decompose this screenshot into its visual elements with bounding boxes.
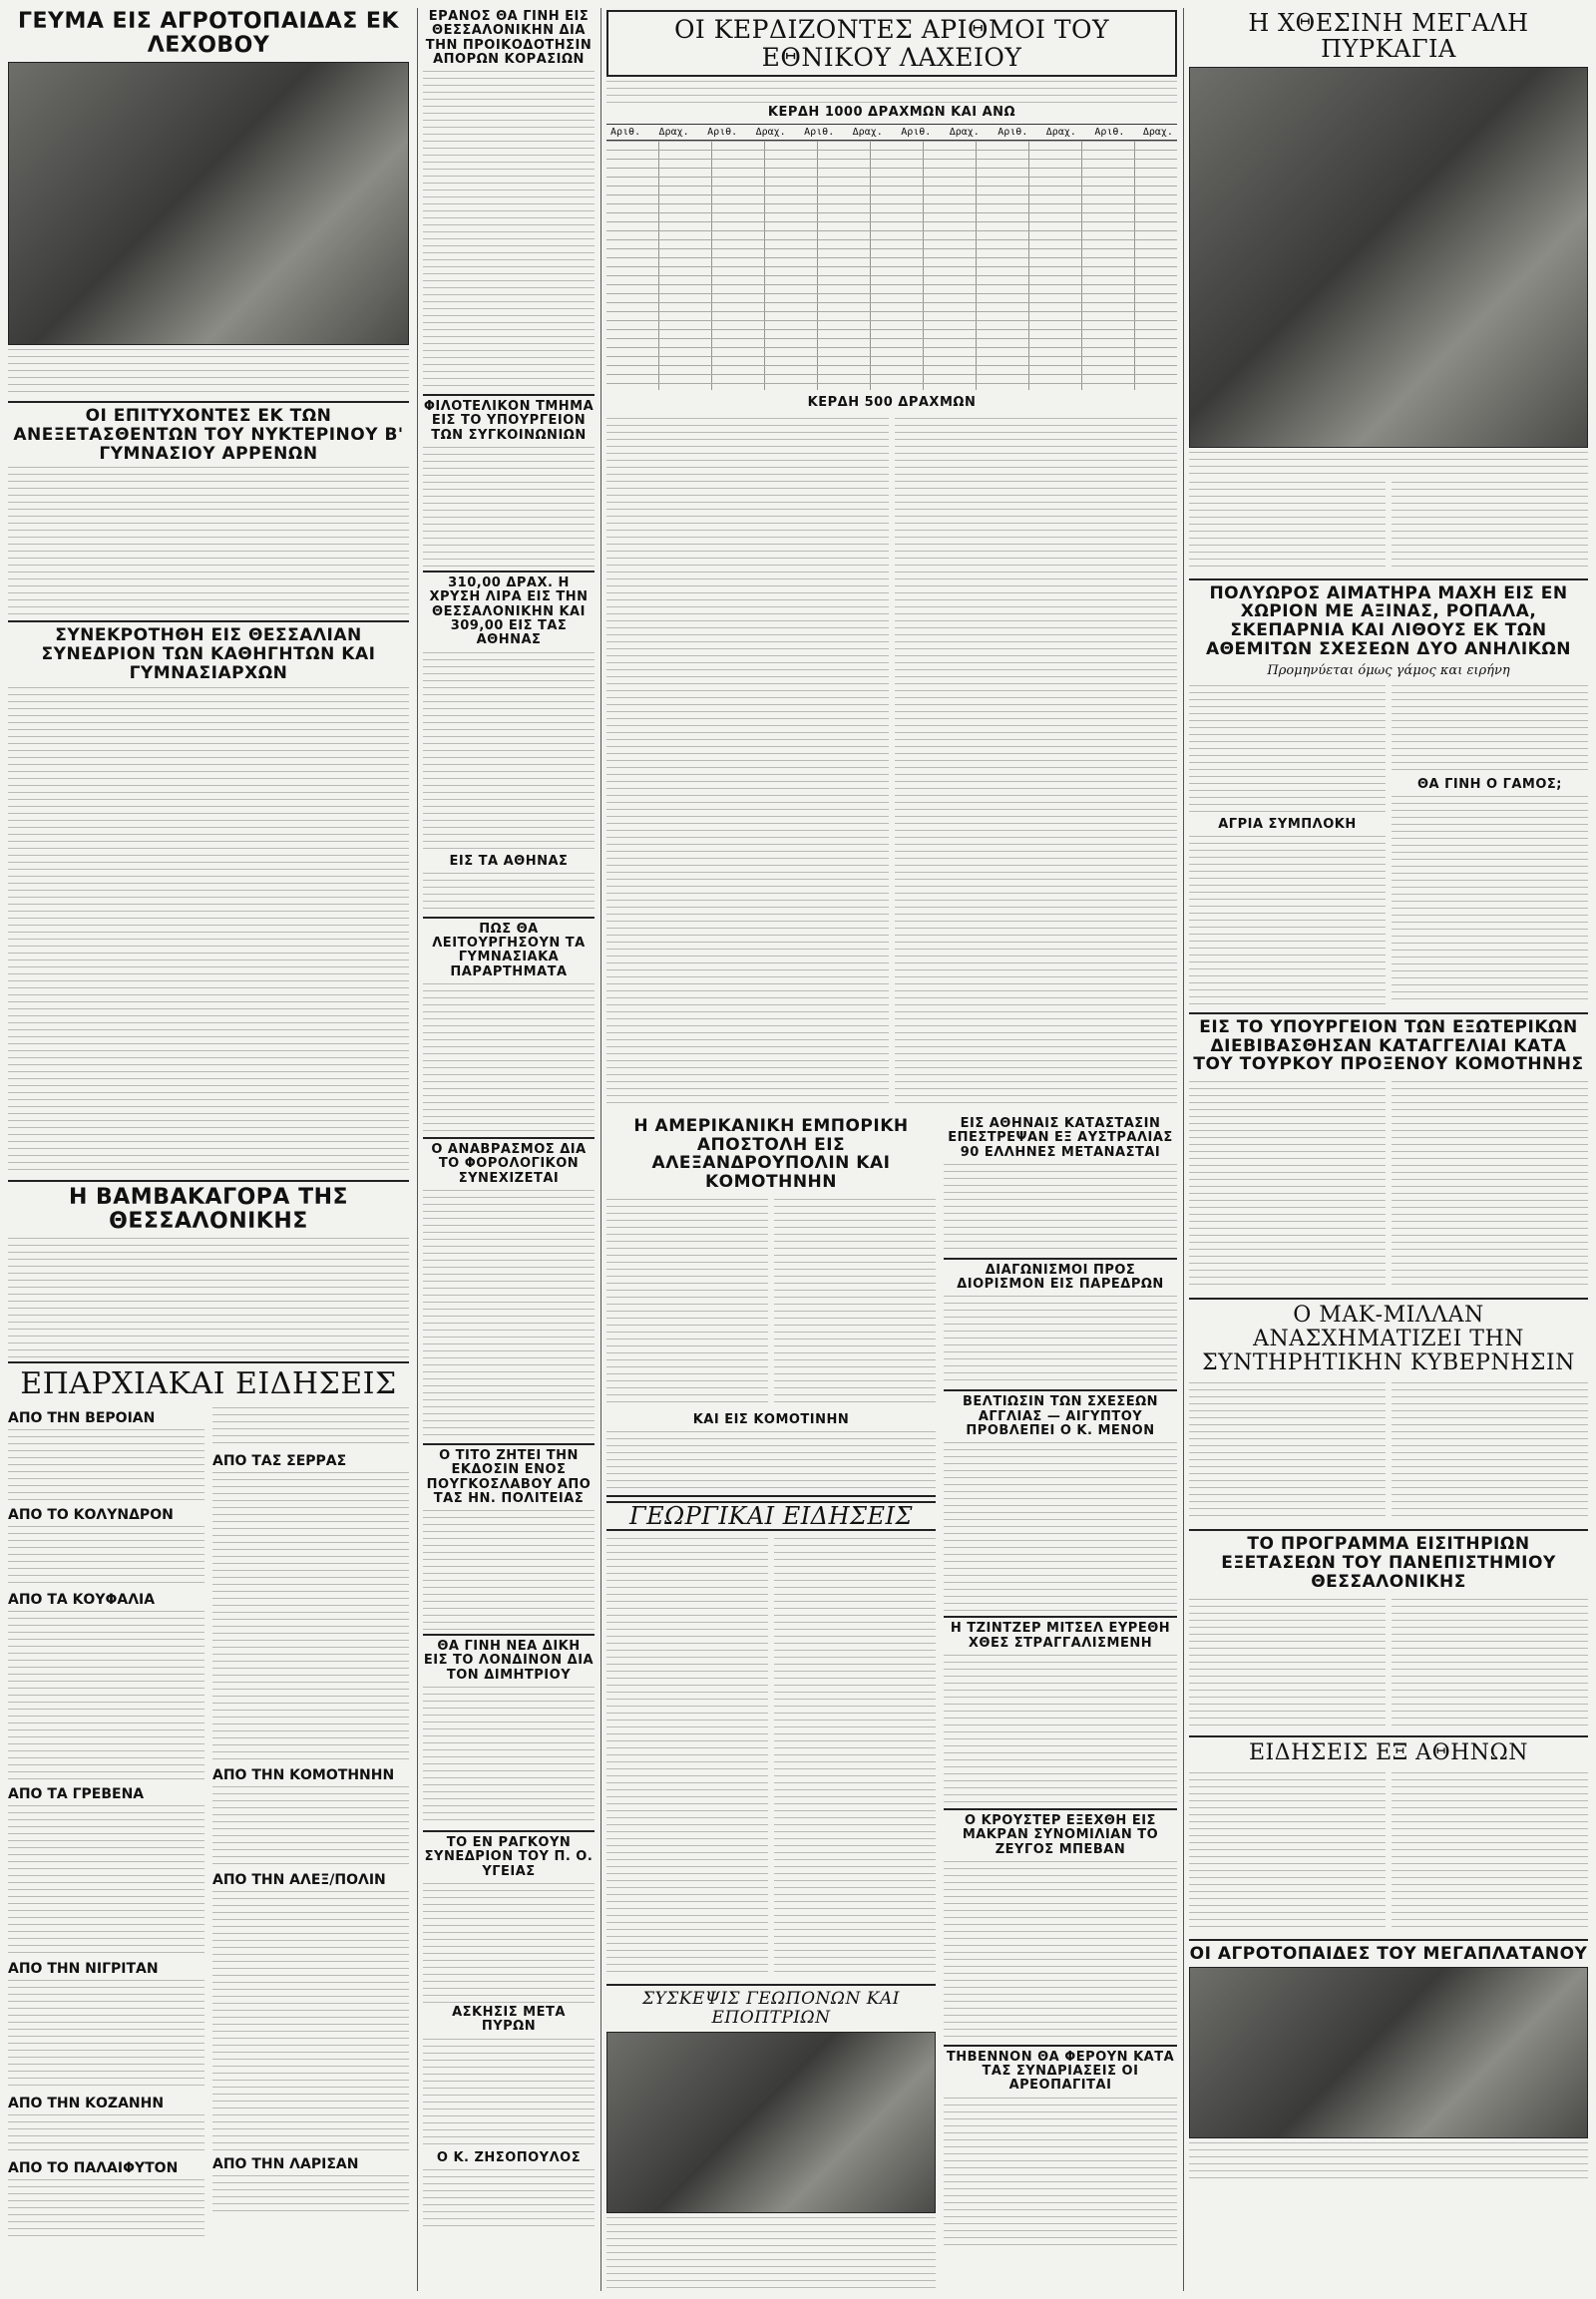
- section-kolyndros: ΑΠΟ ΤΟ ΚΟΛΥΝΔΡΟΝ: [8, 1506, 174, 1523]
- lottery-table-1000-body: [606, 141, 1177, 390]
- section-nigrita: ΑΠΟ ΤΗΝ ΝΙΓΡΙΤΑΝ: [8, 1960, 159, 1977]
- headline-krouster: Ο ΚΡΟΥΣΤΕΡ ΕΞΕΧΘΗ ΕΙΣ ΜΑΚΡΑΝ ΣΥΝΟΜΙΛΙΑΝ ΤΟ ΖΕΥΓΟΣ ΜΠΕΒΑΝ: [962, 1812, 1159, 1857]
- lottery-500-col-left: [606, 418, 889, 1105]
- headline-battle: ΠΟΛΥΩΡΟΣ ΑΙΜΑΤΗΡΑ ΜΑΧΗ ΕΙΣ ΕΝ ΧΩΡΙΟΝ ΜΕ ΑΞΙΝΑΣ, ΡΟΠΑΛΑ, ΣΚΕΠΑΡΝΙΑ ΚΑΙ ΛΙΘΟΥΣ ΕΚ ΤΩΝ ΑΘΕΜΙΤΩΝ ΣΧΕΣΕΩΝ ΔΥΟ ΑΝΗΛΙΚΩΝ: [1205, 582, 1572, 659]
- eparchiakai-right-col: [212, 1404, 409, 2242]
- headline-agro-megaplatanou: ΟΙ ΑΓΡΟΤΟΠΑΙΔΕΣ ΤΟΥ ΜΕΓΑΠΛΑΤΑΝΟΥ: [1189, 1943, 1588, 1964]
- subheadline-battle: Προμηνύεται όμως γάμος και ειρήνη: [1267, 662, 1510, 678]
- headline-australia: ΕΙΣ ΑΘΗΝΑΙΣ ΚΑΤΑΣΤΑΣΙΝ ΕΠΕΣΤΡΕΨΑΝ ΕΞ ΑΥΣΤΡΑΛΙΑΣ 90 ΕΛΛΗΝΕΣ ΜΕΤΑΝΑΣΤΑΙ: [948, 1116, 1173, 1160]
- headline-fire: Η ΧΘΕΣΙΝΗ ΜΕΓΑΛΗ ΠΥΡΚΑΓΙΑ: [1248, 9, 1529, 64]
- section-palaifyton: ΑΠΟ ΤΟ ΠΑΛΑΙΦΥΤΟΝ: [8, 2159, 179, 2176]
- photo-fire: [1189, 67, 1588, 448]
- headline-agrotopaides-lechovou: ΓΕΥΜΑ ΕΙΣ ΑΓΡΟΤΟΠΑΙΔΑΣ ΕΚ ΛΕΧΟΒΟΥ: [18, 9, 399, 59]
- subhead-kai-eis-komotinin: ΚΑΙ ΕΙΣ ΚΟΜΟΤΙΝΗΝ: [692, 1411, 850, 1427]
- article-synedrio-body: [8, 687, 409, 1176]
- headline-eranos: ΕΡΑΝΟΣ ΘΑ ΓΙΝΗ ΕΙΣ ΘΕΣΣΑΛΟΝΙΚΗΝ ΔΙΑ ΤΗΝ ΠΡΟΙΚΟΔΟΤΗΣΙΝ ΑΠΟΡΩΝ ΚΟΡΑΣΙΩΝ: [425, 9, 593, 67]
- section-serres: ΑΠΟ ΤΑΣ ΣΕΡΡΑΣ: [212, 1452, 347, 1469]
- headline-athens-news: ΕΙΔΗΣΕΙΣ ΕΞ ΑΘΗΝΩΝ: [1248, 1739, 1529, 1765]
- eparchiakai-left-col: [8, 1404, 204, 2242]
- lottery-section: [606, 8, 1177, 1105]
- article-vamvakagora-body: [8, 1238, 409, 1357]
- headline-university-exams: ΤΟ ΠΡΟΓΡΑΜΜΑ ΕΙΣΙΤΗΡΙΩΝ ΕΞΕΤΑΣΕΩΝ ΤΟΥ ΠΑΝΕΠΙΣΤΗΜΙΟΥ ΘΕΣΣΑΛΟΝΙΚΗΣ: [1221, 1534, 1556, 1592]
- headline-ginger: Η ΤΖΙΝΤΖΕΡ ΜΙΤΣΕΛ ΕΥΡΕΘΗ ΧΘΕΣ ΣΤΡΑΓΓΑΛΙΣΜΕΝΗ: [950, 1621, 1171, 1651]
- article-epitychontes-body: [8, 467, 409, 616]
- section-veroia: ΑΠΟ ΤΗΝ ΒΕΡΟΙΑΝ: [8, 1409, 156, 1426]
- headline-synedrio-kathigiton: ΣΥΝΕΚΡΟΤΗΘΗ ΕΙΣ ΘΕΣΣΑΛΙΑΝ ΣΥΝΕΔΡΙΟΝ ΤΩΝ ΚΑΘΗΓΗΤΩΝ ΚΑΙ ΓΥΜΝΑΣΙΑΡΧΩΝ: [41, 625, 376, 683]
- section-grevena: ΑΠΟ ΤΑ ΓΡΕΒΕΝΑ: [8, 1785, 145, 1802]
- photo-agrotopaides: [8, 62, 409, 345]
- headline-eparchiakai-eidiseis: ΕΠΑΡΧΙΑΚΑΙ ΕΙΔΗΣΕΙΣ: [20, 1365, 397, 1401]
- subhead-tha-ginei-o-gamos: ΘΑ ΓΙΝΗ Ο ΓΑΜΟΣ;: [1416, 776, 1563, 792]
- headline-diagonismoi: ΔΙΑΓΩΝΙΣΜΟΙ ΠΡΟΣ ΔΙΟΡΙΣΜΟΝ ΕΙΣ ΠΑΡΕΔΡΩΝ: [957, 1262, 1164, 1293]
- headline-epitychontes: ΟΙ ΕΠΙΤΥΧΟΝΤΕΣ ΕΚ ΤΩΝ ΑΝΕΞΕΤΑΣΘΕΝΤΩΝ ΤΟΥ ΝΥΚΤΕΡΙΝΟΥ Β' ΓΥΜΝΑΣΙΟΥ ΑΡΡΕΝΩΝ: [13, 406, 404, 464]
- column-3-lower: [606, 1115, 936, 2292]
- column-2: [423, 8, 595, 2292]
- headline-lottery: ΟΙ ΚΕΡΔΙΖΟΝΤΕΣ ΑΡΙΘΜΟΙ ΤΟΥ ΕΘΝΙΚΟΥ ΛΑΧΕΙΟΥ: [606, 10, 1177, 77]
- photo-caption: [8, 349, 409, 397]
- headline-tax: Ο ΑΝΑΒΡΑΣΜΟΣ ΔΙΑ ΤΟ ΦΟΡΟΛΟΓΙΚΟΝ ΣΥΝΕΧΙΖΕΤΑΙ: [431, 1142, 587, 1186]
- section-koufalia: ΑΠΟ ΤΑ ΚΟΥΦΑΛΙΑ: [8, 1591, 156, 1608]
- headline-foreign-ministry: ΕΙΣ ΤΟ ΥΠΟΥΡΓΕΙΟΝ ΤΩΝ ΕΞΩΤΕΡΙΚΩΝ ΔΙΕΒΙΒΑΣΘΗΣΑΝ ΚΑΤΑΓΓΕΛΙΑΙ ΚΑΤΑ ΤΟΥ ΤΟΥΡΚΟΥ ΠΡΟΞΕΝΟΥ ΚΟΜΟΤΗΝΗΣ: [1193, 1016, 1584, 1075]
- headline-areopagitai: ΤΗΒΕΝΝΟΝ ΘΑ ΦΕΡΟΥΝ ΚΑΤΑ ΤΑΣ ΣΥΝΔΡΙΑΣΕΙΣ ΟΙ ΑΡΕΟΠΑΓΙΤΑΙ: [946, 2049, 1175, 2094]
- column-4-lower: [944, 1115, 1177, 2292]
- headline-london-trial: ΘΑ ΓΙΝΗ ΝΕΑ ΔΙΚΗ ΕΙΣ ΤΟ ΛΟΝΔΙΝΟΝ ΔΙΑ ΤΟΝ ΔΙΜΗΤΡΙΟΥ: [423, 1639, 595, 1683]
- column-1: [8, 8, 409, 2292]
- headline-zisopoulos: Ο Κ. ΖΗΣΟΠΟΥΛΟΣ: [436, 2149, 582, 2165]
- headline-vamvakagora: Η ΒΑΜΒΑΚΑΓΟΡΑ ΤΗΣ ΘΕΣΣΑΛΟΝΙΚΗΣ: [68, 1184, 349, 1234]
- headline-gold-pound: 310,00 ΔΡΑΧ. Η ΧΡΥΣΗ ΛΙΡΑ ΕΙΣ ΤΗΝ ΘΕΣΣΑΛΟΝΙΚΗΝ ΚΑΙ 309,00 ΕΙΣ ΤΑΣ ΑΘΗΝΑΣ: [429, 575, 589, 648]
- subhead-prize-1000: ΚΕΡΔΗ 1000 ΔΡΑΧΜΩΝ ΚΑΙ ΑΝΩ: [767, 105, 1016, 120]
- column-5: [1189, 8, 1588, 2292]
- headline-tito: Ο ΤΙΤΟ ΖΗΤΕΙ ΤΗΝ ΕΚΔΟΣΙΝ ΕΝΟΣ ΠΟΥΓΚΟΣΛΑΒΟΥ ΑΠΟ ΤΑΣ ΗΝ. ΠΟΛΙΤΕΙΑΣ: [426, 1447, 592, 1506]
- headline-american-mission: Η ΑΜΕΡΙΚΑΝΙΚΗ ΕΜΠΟΡΙΚΗ ΑΠΟΣΤΟΛΗ ΕΙΣ ΑΛΕΞΑΝΔΡΟΥΠΟΛΙΝ ΚΑΙ ΚΟΜΟΤΗΝΗΝ: [633, 1116, 909, 1193]
- lottery-table-header: Αριθ. Δραχ. Αριθ. Δραχ. Αριθ. Δραχ. Αριθ. Δραχ. Αριθ. Δραχ. Αριθ. Δραχ.: [606, 124, 1177, 141]
- headline-askisis: ΑΣΚΗΣΙΣ ΜΕΤΑ ΠΥΡΩΝ: [452, 2004, 566, 2035]
- subhead-eis-ta-athinas: ΕΙΣ ΤΑ ΑΘΗΝΑΣ: [449, 853, 569, 869]
- lottery-500-col-right: [895, 418, 1177, 1105]
- headline-gymnasia: ΠΩΣ ΘΑ ΛΕΙΤΟΥΡΓΗΣΟΥΝ ΤΑ ΓΥΜΝΑΣΙΑΚΑ ΠΑΡΑΡΤΗΜΑΤΑ: [432, 921, 586, 979]
- headline-syskepsis: ΣΥΣΚΕΨΙΣ ΓΕΩΠΟΝΩΝ ΚΑΙ ΕΠΟΠΤΡΙΩΝ: [642, 1989, 900, 2029]
- photo-megaplatanou: [1189, 1967, 1588, 2138]
- headline-macmillan: Ο ΜΑΚ-ΜΙΛΛΑΝ ΑΝΑΣΧΗΜΑΤΙΖΕΙ ΤΗΝ ΣΥΝΤΗΡΗΤΙΚΗΝ ΚΥΒΕΡΝΗΣΙΝ: [1202, 1302, 1575, 1376]
- headline-ragoun: ΤΟ ΕΝ ΡΑΓΚΟΥΝ ΣΥΝΕΔΡΙΟΝ ΤΟΥ Π. Ο. ΥΓΕΙΑΣ: [424, 1835, 594, 1879]
- section-komotini: ΑΠΟ ΤΗΝ ΚΟΜΟΤΗΝΗΝ: [212, 1766, 395, 1783]
- photo-syskepsis: [606, 2032, 936, 2213]
- section-alexandroupoli: ΑΠΟ ΤΗΝ ΑΛΕΞ/ΠΟΛΙΝ: [212, 1871, 386, 1888]
- headline-filotelikon: ΦΙΛΟΤΕΛΙΚΟΝ ΤΜΗΜΑ ΕΙΣ ΤΟ ΥΠΟΥΡΓΕΙΟΝ ΤΩΝ ΣΥΓΚΟΙΝΩΝΙΩΝ: [423, 399, 595, 443]
- headline-georgikai-eidiseis: ΓΕΩΡΓΙΚΑΙ ΕΙΔΗΣΕΙΣ: [606, 1501, 936, 1531]
- section-kozani: ΑΠΟ ΤΗΝ ΚΟΖΑΝΗΝ: [8, 2095, 165, 2111]
- headline-egypt: ΒΕΛΤΙΩΣΙΝ ΤΩΝ ΣΧΕΣΕΩΝ ΑΓΓΛΙΑΣ — ΑΙΓΥΠΤΟΥ ΠΡΟΒΛΕΠΕΙ Ο Κ. ΜΕΝΟΝ: [962, 1394, 1159, 1439]
- subhead-agria-symplokh: ΑΓΡΙΑ ΣΥΜΠΛΟΚΗ: [1218, 816, 1357, 832]
- section-larisa: ΑΠΟ ΤΗΝ ΛΑΡΙΣΑΝ: [212, 2155, 359, 2172]
- subhead-prize-500: ΚΕΡΔΗ 500 ΔΡΑΧΜΩΝ: [807, 395, 977, 411]
